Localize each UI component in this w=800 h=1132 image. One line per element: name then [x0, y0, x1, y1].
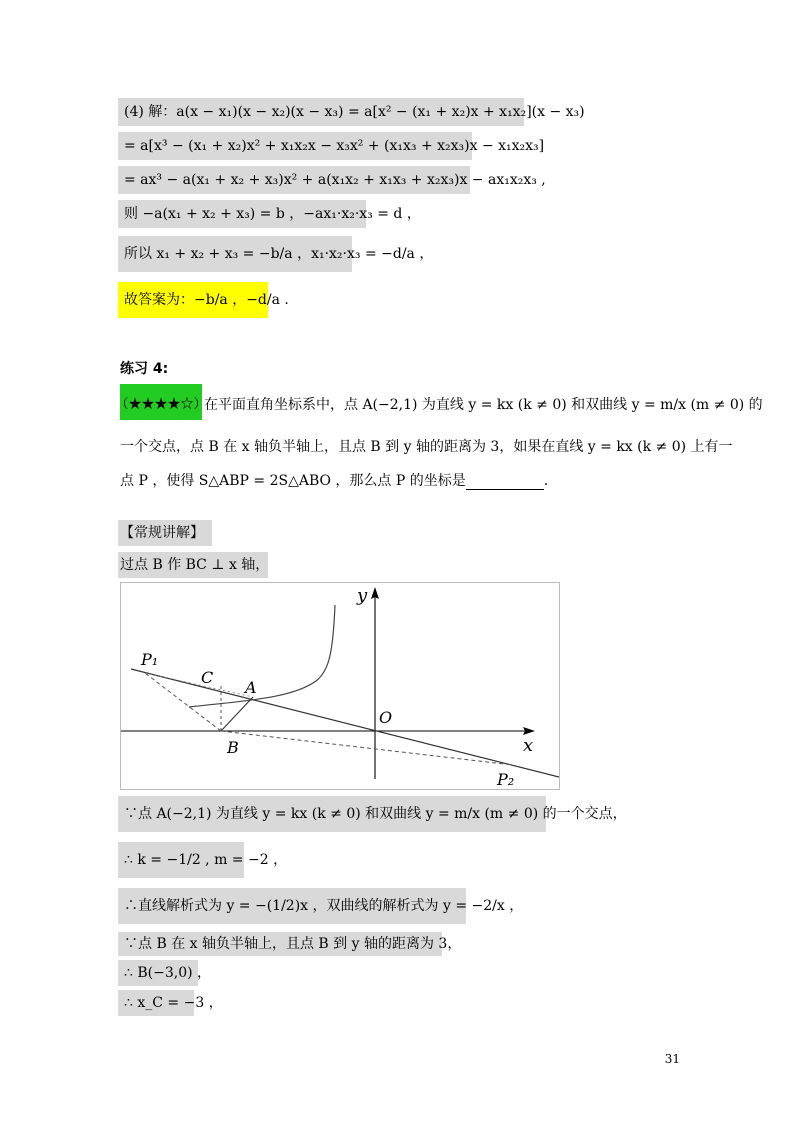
label-c: C [201, 668, 214, 687]
explain-step-6: ∴ x_C = −3 ， [118, 990, 194, 1016]
label-x: x [523, 735, 534, 756]
difficulty-stars: （★★★★☆） [120, 384, 202, 420]
answer-line: 故答案为：−b/a ，−d/a . [118, 282, 268, 318]
question-line-3 [120, 470, 548, 490]
answer-blank [466, 477, 544, 490]
exercise-title: 练习 4: [120, 361, 169, 377]
page-number: 31 [664, 1052, 680, 1066]
label-p1: P₁ [141, 650, 159, 669]
explain-heading: 【常规讲解】 [118, 520, 212, 546]
figure-svg [121, 583, 559, 789]
line-y-kx [131, 669, 559, 777]
solution-line-1: (4) 解：a(x − x₁)(x − x₂)(x − x₃) = a[x² − (x₁ + x₂)x + x₁x₂](x − x₃) [118, 98, 524, 126]
explain-step-2: ∴ k = −1/2 , m = −2 ， [118, 842, 244, 878]
solution-line-4: 则 −a(x₁ + x₂ + x₃) = b ，−ax₁·x₂·x₃ = d ， [118, 200, 366, 228]
explain-intro: 过点 B 作 BC ⊥ x 轴， [118, 552, 268, 578]
solution-line-5: 所以 x₁ + x₂ + x₃ = −b/a ，x₁·x₂·x₃ = −d/a ， [118, 236, 352, 272]
explain-step-4: ∵点 B 在 x 轴负半轴上，且点 B 到 y 轴的距离为 3， [118, 932, 442, 956]
explain-step-5: ∴ B(−3,0) ， [118, 960, 198, 986]
segment-bp2 [221, 731, 513, 765]
explain-step-1: ∵点 A(−2,1) 为直线 y = kx (k ≠ 0) 和双曲线 y = m/x (m ≠ 0) 的一个交点， [118, 796, 546, 832]
solution-line-2: = a[x³ − (x₁ + x₂)x² + x₁x₂x − x₃x² + (x₁x₃ + x₂x₃)x − x₁x₂x₃] [118, 132, 472, 160]
solution-line-3: = ax³ − a(x₁ + x₂ + x₃)x² + a(x₁x₂ + x₁x₃ + x₂x₃)x − ax₁x₂x₃ , [118, 166, 470, 194]
segment-p1a [145, 673, 253, 697]
label-o: O [379, 708, 393, 727]
geometry-figure [120, 582, 560, 790]
label-y: y [357, 585, 368, 606]
question-line-2: 一个交点，点 B 在 x 轴负半轴上，且点 B 到 y 轴的距离为 3，如果在直线 y = kx (k ≠ 0) 上有一 [120, 439, 733, 455]
question-line-3-text: 点 P ，使得 S△ABP = 2S△ABO ，那么点 P 的坐标是 [120, 473, 466, 489]
explain-step-3: ∴直线解析式为 y = −(1/2)x ，双曲线的解析式为 y = −2/x ， [118, 888, 466, 924]
label-p2: P₂ [497, 770, 515, 789]
label-b: B [227, 738, 239, 757]
question-line-3-end: . [543, 473, 549, 489]
label-a: A [245, 678, 257, 697]
hyperbola-curve [189, 605, 335, 707]
question-line-1: 在平面直角坐标系中，点 A(−2,1) 为直线 y = kx (k ≠ 0) 和双曲线 y = m/x (m ≠ 0) 的 [204, 397, 763, 413]
